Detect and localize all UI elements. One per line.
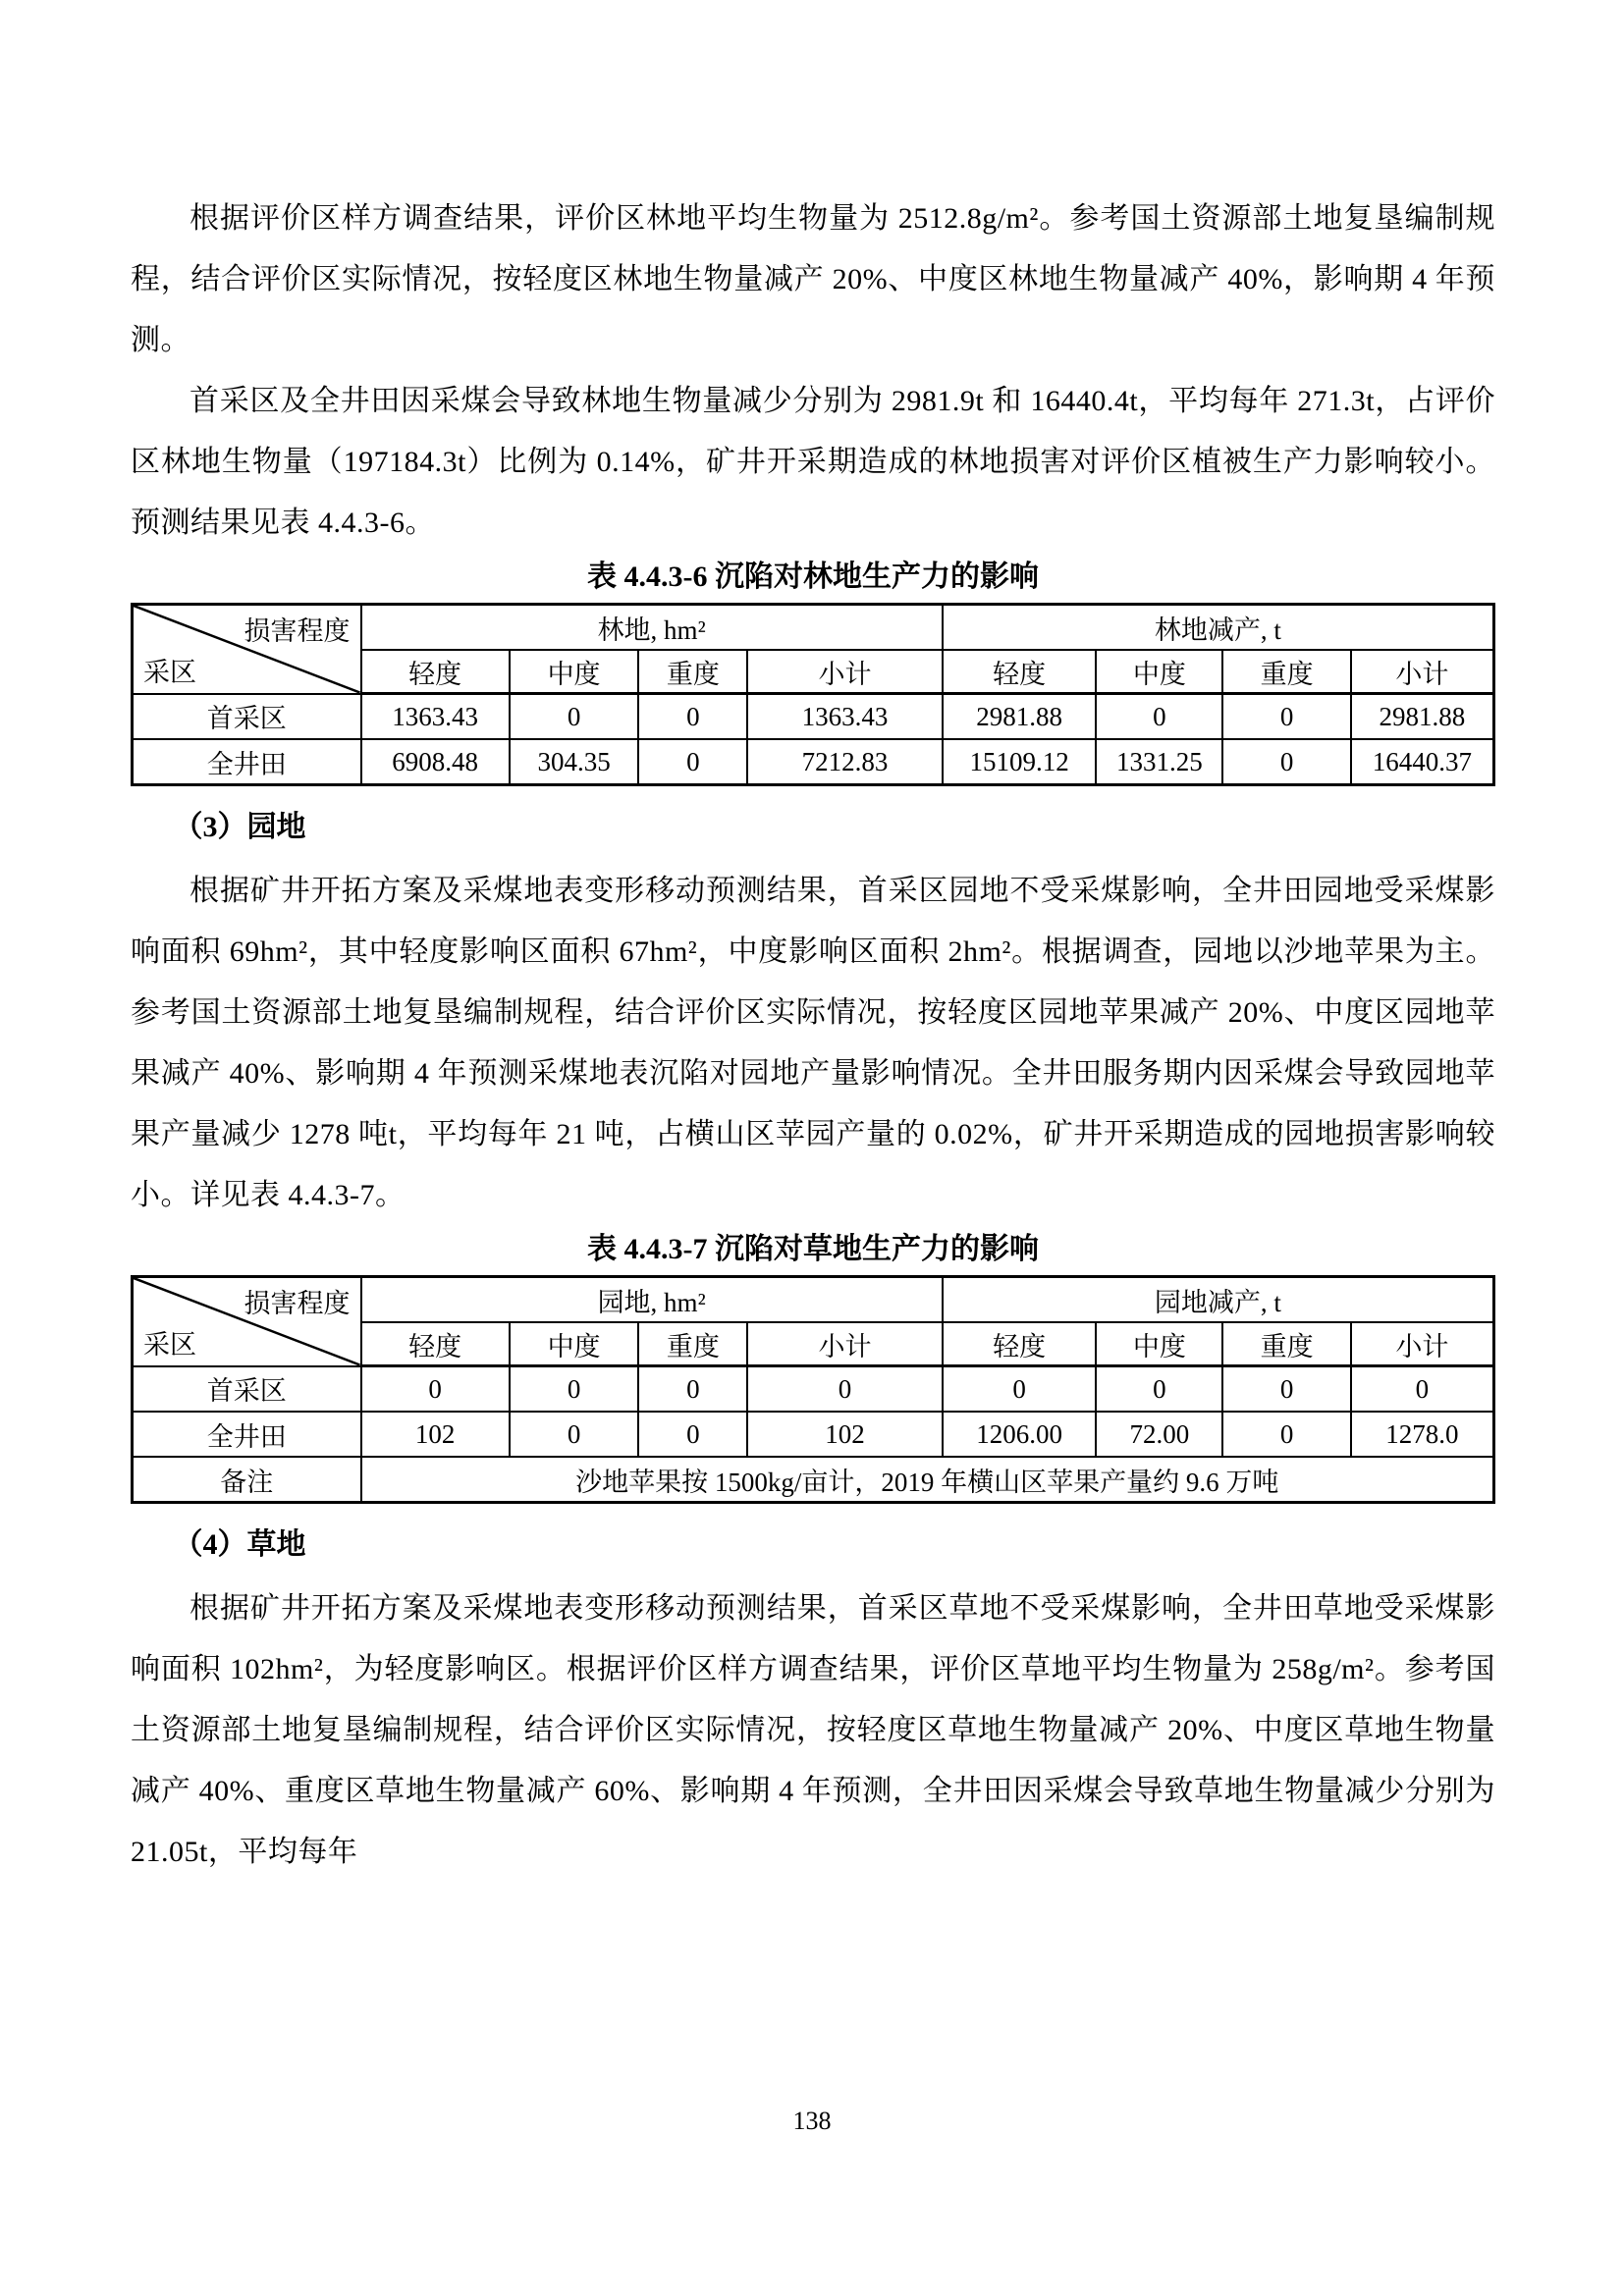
column-header: 小计: [747, 1322, 942, 1366]
table-cell: 0: [638, 694, 747, 740]
column-group-header: 园地, hm²: [361, 1277, 943, 1323]
column-header: 小计: [1351, 650, 1494, 694]
table-note-row: [133, 1457, 1494, 1503]
table-cell: 0: [638, 1366, 747, 1413]
table-row: [133, 739, 1494, 785]
column-header: 中度: [1096, 1322, 1222, 1366]
table1-title: 表 4.4.3-6 沉陷对林地生产力的影响: [587, 561, 1039, 593]
paragraph-3: 根据矿井开拓方案及采煤地表变形移动预测结果，首采区园地不受采煤影响，全井田园地受采煤影响面积 69hm²，其中轻度影响区面积 67hm²，中度影响区面积 2hm²。根据调查，园地以沙地苹果为主。参考国土资源部土地复垦编制规程，结合评价区实际情况，按轻度区园地苹果减产 20%、中度区园地苹果减产 40%、影响期 4 年预测采煤地表沉陷对园地产量影响情况。全井田服务期内因采煤会导致园地苹果产量减少 1278 吨t，平均每年 21 吨，占横山区苹园产量的 0.02%，矿井开采期造成的园地损害影响较小。详见表 4.4.3-7。: [131, 875, 1495, 1211]
corner-label-mining-area: 采区: [143, 1329, 196, 1360]
table-cell: 0: [1222, 739, 1350, 785]
paragraph-1: 根据评价区样方调查结果，评价区林地平均生物量为 2512.8g/m²。参考国土资源部土地复垦编制规程，结合评价区实际情况，按轻度区林地生物量减产 20%、中度区林地生物量减产 40%，影响期 4 年预测。: [131, 202, 1495, 356]
table-cell: 0: [361, 1366, 510, 1413]
table-cell: 0: [1222, 1366, 1350, 1413]
table1-corner-cell: [133, 605, 361, 694]
table-cell: 0: [510, 694, 639, 740]
table-cell: 1206.00: [943, 1412, 1097, 1457]
table-row: [133, 694, 1494, 740]
table-cell: 0: [510, 1412, 639, 1457]
corner-label-damage-degree: 损害程度: [244, 616, 351, 646]
table-cell: 7212.83: [747, 739, 942, 785]
corner-label-damage-degree: 损害程度: [244, 1289, 351, 1318]
table-cell: 0: [638, 739, 747, 785]
row-label: 全井田: [133, 739, 361, 785]
table-cell: 102: [361, 1412, 510, 1457]
table-cell: 1278.0: [1351, 1412, 1494, 1457]
table-cell: 6908.48: [361, 739, 510, 785]
row-label: 首采区: [133, 694, 361, 740]
paragraph-4: 根据矿井开拓方案及采煤地表变形移动预测结果，首采区草地不受采煤影响，全井田草地受采煤影响面积 102hm²，为轻度影响区。根据评价区样方调查结果，评价区草地平均生物量为 258g/m²。参考国土资源部土地复垦编制规程，结合评价区实际情况，按轻度区草地生物量减产 20%、中度区草地生物量减产 40%、重度区草地生物量减产 60%、影响期 4 年预测，全井田因采煤会导致草地生物量减少分别为 21.05t，平均每年: [131, 1592, 1495, 1868]
table-forest-productivity: [131, 603, 1495, 786]
note-text: 沙地苹果按 1500kg/亩计，2019 年横山区苹果产量约 9.6 万吨: [361, 1457, 1494, 1503]
table-cell: 16440.37: [1351, 739, 1494, 785]
column-header: 重度: [638, 650, 747, 694]
table-cell: 0: [1222, 694, 1350, 740]
table-cell: 2981.88: [943, 694, 1097, 740]
table-cell: 0: [638, 1412, 747, 1457]
section-heading-grassland: （4）草地: [173, 1528, 306, 1561]
paragraph-2: 首采区及全井田因采煤会导致林地生物量减少分别为 2981.9t 和 16440.4t，平均每年 271.3t，占评价区林地生物量（197184.3t）比例为 0.14%，矿井开采期造成的林地损害对评价区植被生产力影响较小。预测结果见表 4.4.3-6。: [131, 385, 1495, 539]
column-header: 小计: [747, 650, 942, 694]
table-cell: 1363.43: [747, 694, 942, 740]
column-header: 重度: [1222, 1322, 1350, 1366]
table-cell: 0: [943, 1366, 1097, 1413]
column-header: 轻度: [943, 650, 1097, 694]
table2-corner-cell: [133, 1277, 361, 1366]
row-label: 首采区: [133, 1366, 361, 1413]
table-cell: 304.35: [510, 739, 639, 785]
row-label: 全井田: [133, 1412, 361, 1457]
table-row: [133, 1366, 1494, 1413]
page-number: 138: [792, 2107, 832, 2135]
column-header: 中度: [510, 650, 639, 694]
table-cell: 102: [747, 1412, 942, 1457]
table-cell: 1331.25: [1096, 739, 1222, 785]
table-cell: 0: [1351, 1366, 1494, 1413]
column-header: 小计: [1351, 1322, 1494, 1366]
column-header: 轻度: [943, 1322, 1097, 1366]
table-cell: 15109.12: [943, 739, 1097, 785]
table-cell: 0: [1096, 1366, 1222, 1413]
table-cell: 72.00: [1096, 1412, 1222, 1457]
column-header: 轻度: [361, 1322, 510, 1366]
table2-title: 表 4.4.3-7 沉陷对草地生产力的影响: [587, 1233, 1039, 1265]
corner-label-mining-area: 采区: [143, 657, 196, 687]
page-content: [131, 188, 1495, 1883]
table-cell: 0: [1096, 694, 1222, 740]
column-header: 中度: [1096, 650, 1222, 694]
table-cell: 0: [510, 1366, 639, 1413]
table-cell: 0: [1222, 1412, 1350, 1457]
table-cell: 1363.43: [361, 694, 510, 740]
column-group-header: 园地减产, t: [943, 1277, 1494, 1323]
table-orchard-productivity: [131, 1275, 1495, 1504]
column-header: 中度: [510, 1322, 639, 1366]
column-group-header: 林地减产, t: [943, 605, 1494, 651]
column-header: 重度: [1222, 650, 1350, 694]
table-cell: 2981.88: [1351, 694, 1494, 740]
column-header: 重度: [638, 1322, 747, 1366]
column-header: 轻度: [361, 650, 510, 694]
section-heading-orchard: （3）园地: [173, 811, 306, 843]
column-group-header: 林地, hm²: [361, 605, 943, 651]
table-row: [133, 1412, 1494, 1457]
note-label: 备注: [133, 1457, 361, 1503]
table-cell: 0: [747, 1366, 942, 1413]
